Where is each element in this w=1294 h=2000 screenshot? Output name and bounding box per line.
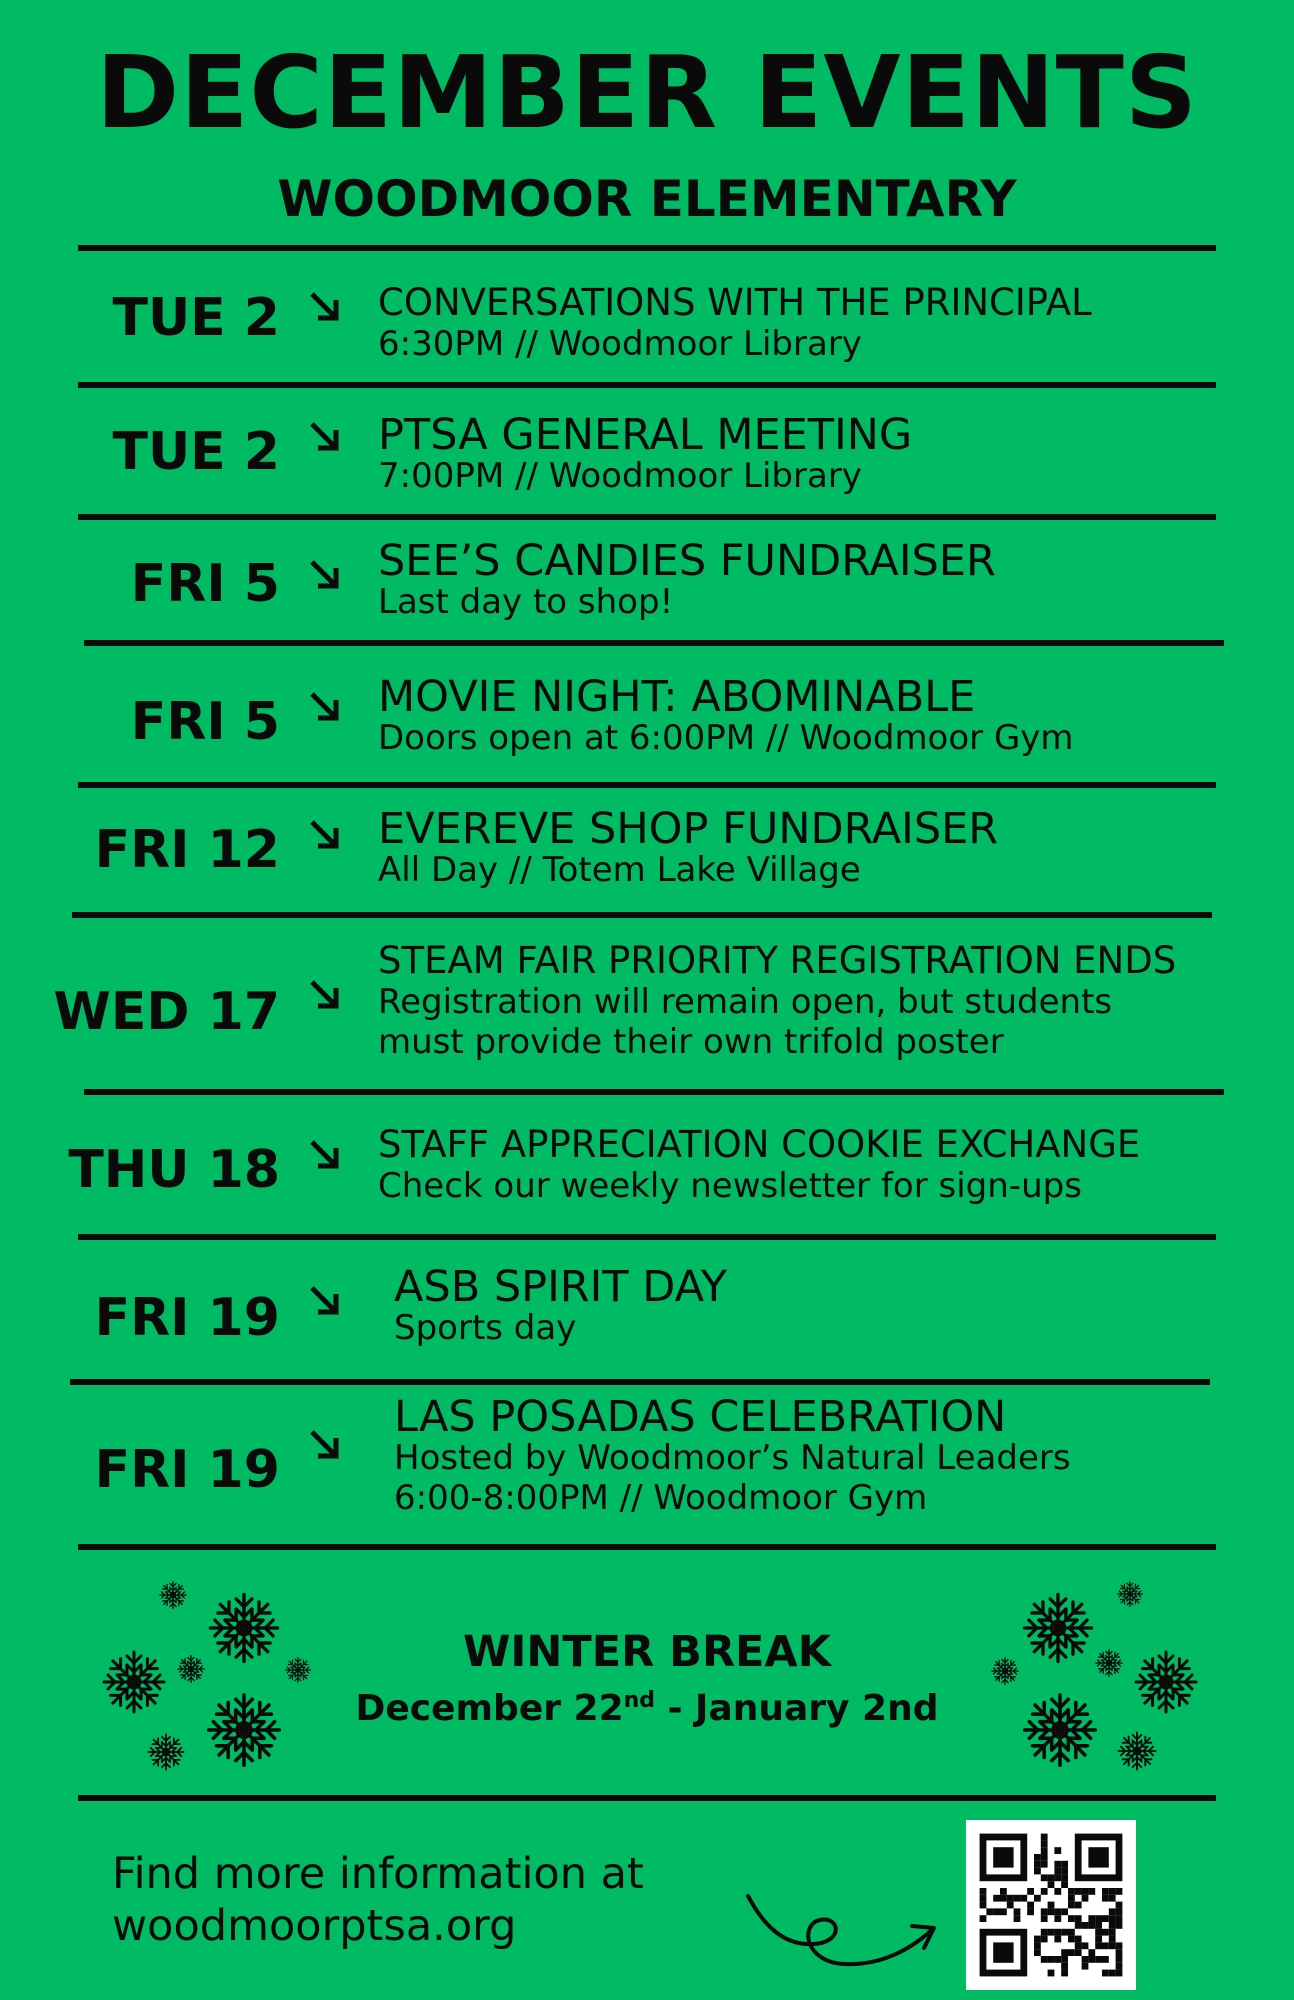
footer-line: Find more information at (112, 1849, 644, 1899)
event-day: TUE 2 (112, 422, 280, 482)
divider (72, 912, 1212, 918)
divider (70, 1379, 1210, 1385)
winter-break-end: - January 2nd (655, 1688, 939, 1729)
snowflake-icon (1116, 1730, 1158, 1772)
event-item (378, 1124, 1140, 1206)
footer-info (112, 1848, 644, 1952)
event-item (378, 940, 1176, 1062)
event-detail: Sports day (394, 1308, 577, 1348)
event-day: TUE 2 (112, 288, 280, 348)
divider (84, 1089, 1224, 1095)
page-title: DECEMBER EVENTS (96, 34, 1198, 151)
qr-code-icon[interactable] (966, 1820, 1136, 1990)
footer-url[interactable]: woodmoorptsa.org (112, 1901, 517, 1951)
event-item (378, 282, 1092, 364)
event-title: STAFF APPRECIATION COOKIE EXCHANGE (378, 1123, 1141, 1166)
event-detail: must provide their own trifold poster (378, 1022, 1004, 1062)
event-title: EVEREVE SHOP FUNDRAISER (378, 804, 999, 854)
event-detail: Registration will remain open, but students (378, 982, 1113, 1022)
event-title: SEE’S CANDIES FUNDRAISER (378, 536, 996, 586)
event-detail: All Day // Totem Lake Village (378, 850, 861, 890)
event-detail: 7:00PM // Woodmoor Library (378, 456, 862, 496)
event-day: THU 18 (68, 1140, 280, 1200)
event-detail: Last day to shop! (378, 582, 674, 622)
divider (84, 640, 1224, 646)
event-item (378, 804, 999, 890)
event-title: STEAM FAIR PRIORITY REGISTRATION ENDS (378, 939, 1177, 982)
arrow-down-right-icon (308, 290, 344, 326)
arrow-down-right-icon (308, 1428, 344, 1464)
snowflake-icon (146, 1732, 186, 1772)
ordinal-suffix: nd (623, 1688, 656, 1713)
event-title: ASB SPIRIT DAY (394, 1262, 727, 1312)
event-item (378, 672, 1074, 758)
event-detail: Check our weekly newsletter for sign-ups (378, 1166, 1082, 1206)
event-title: MOVIE NIGHT: ABOMINABLE (378, 672, 976, 722)
arrow-down-right-icon (308, 818, 344, 854)
event-title: PTSA GENERAL MEETING (378, 410, 913, 460)
curly-arrow-icon (744, 1886, 944, 1986)
arrow-down-right-icon (308, 420, 344, 456)
winter-break-heading: WINTER BREAK (462, 1627, 832, 1677)
arrow-down-right-icon (308, 558, 344, 594)
divider (78, 245, 1216, 251)
event-title: CONVERSATIONS WITH THE PRINCIPAL (378, 281, 1092, 324)
event-detail: 6:30PM // Woodmoor Library (378, 324, 862, 364)
event-day: FRI 19 (94, 1288, 280, 1348)
arrow-down-right-icon (308, 690, 344, 726)
arrow-down-right-icon (308, 978, 344, 1014)
divider (78, 1234, 1216, 1240)
event-detail: 6:00-8:00PM // Woodmoor Gym (394, 1478, 928, 1518)
event-title: LAS POSADAS CELEBRATION (394, 1392, 1007, 1442)
snowflake-icon (1116, 1580, 1144, 1608)
divider (78, 782, 1216, 788)
divider (78, 514, 1216, 520)
event-day: FRI 5 (130, 554, 280, 614)
winter-break (0, 1626, 1294, 1732)
event-item (394, 1392, 1071, 1518)
arrow-down-right-icon (308, 1138, 344, 1174)
event-item (378, 536, 996, 622)
snowflake-icon (158, 1580, 188, 1610)
event-day: WED 17 (53, 982, 280, 1042)
event-day: FRI 5 (130, 692, 280, 752)
event-item (394, 1262, 727, 1348)
divider (78, 1544, 1216, 1550)
page-subtitle: WOODMOOR ELEMENTARY (277, 170, 1017, 228)
event-item (378, 410, 913, 496)
qr-code-graphic (966, 1820, 1136, 1990)
event-detail: Doors open at 6:00PM // Woodmoor Gym (378, 718, 1074, 758)
event-detail: Hosted by Woodmoor’s Natural Leaders (394, 1438, 1071, 1478)
divider (78, 382, 1216, 388)
event-day: FRI 19 (94, 1440, 280, 1500)
winter-break-dates (0, 1678, 1294, 1732)
event-day: FRI 12 (94, 820, 280, 880)
divider (78, 1795, 1216, 1801)
arrow-down-right-icon (308, 1284, 344, 1320)
winter-break-start: December 22 (355, 1688, 624, 1729)
